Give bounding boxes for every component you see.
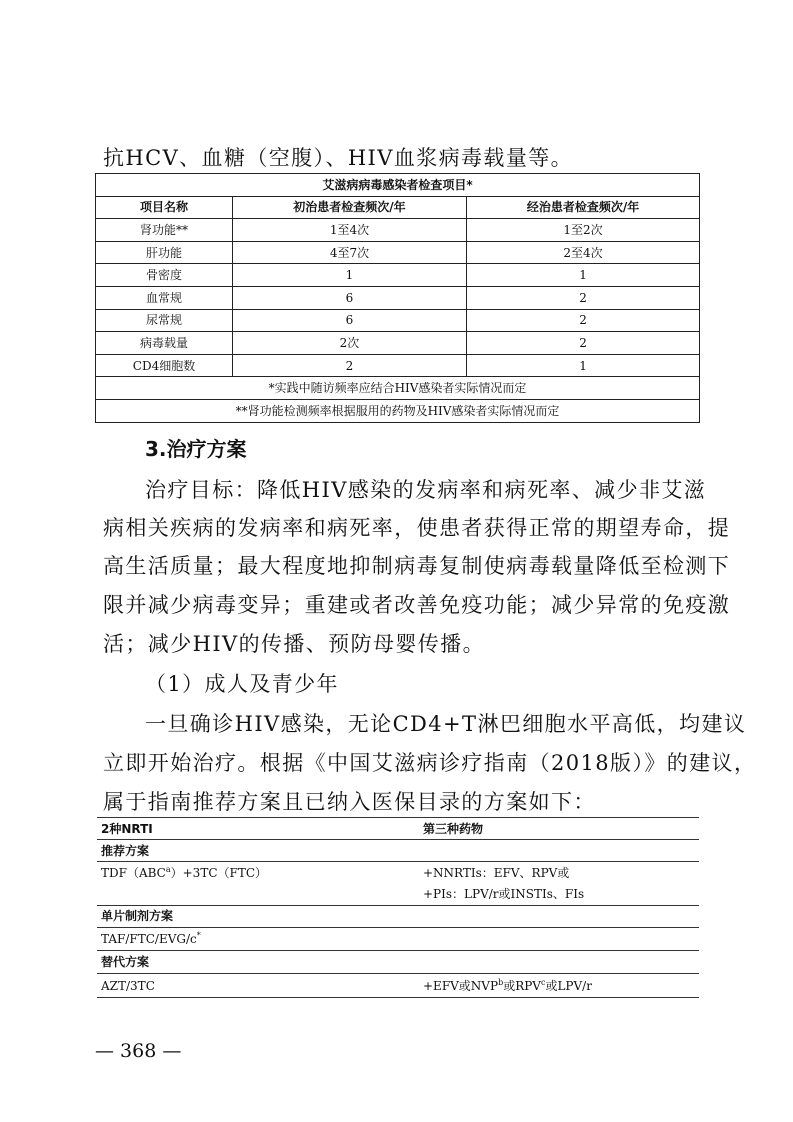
subheading: （1）成人及青少年 [145,672,339,696]
table-rule [97,997,699,998]
table-caption: 艾滋病病毒感染者检查项目* [96,174,700,197]
section-heading: 3.治疗方案 [145,437,247,461]
table-cell: 肾功能** [96,219,233,242]
table-cell: 2 [467,309,700,332]
group-label-single-tablet: 单片制剂方案 [101,909,174,923]
table-cell: +PIs：LPV/r或INSTIs、FIs [423,887,585,901]
paragraph-line: 一旦确诊HIV感染，无论CD4+T淋巴细胞水平高低，均建议 [145,712,747,736]
table-footnote: *实践中随访频率应结合HIV感染者实际情况而定 [96,377,700,400]
paragraph-line: 病相关疾病的发病率和病死率，使患者获得正常的期望寿命，提 [103,516,731,540]
column-header: 经治患者检查频次/年 [467,196,700,219]
paragraph-line: 立即开始治疗。根据《中国艾滋病诊疗指南（2018版）》的建议， [103,751,757,775]
table-row [96,309,700,332]
table-row [96,354,700,377]
table-cell: CD4细胞数 [96,354,233,377]
table-row [96,264,700,287]
table-rule [97,905,699,906]
group-label-recommended: 推荐方案 [101,844,150,858]
table-cell: 4至7次 [233,241,467,264]
paragraph-line: 属于指南推荐方案且已纳入医保目录的方案如下： [103,790,596,814]
table-cell: 1至2次 [467,219,700,242]
page-number: — 368 — [95,1040,182,1062]
table-row [96,219,700,242]
table-cell: 血常规 [96,286,233,309]
table-cell: +NNRTIs：EFV、RPV或 [423,866,570,880]
table-row [96,241,700,264]
table-cell: 2至4次 [467,241,700,264]
column-header: 第三种药物 [423,822,484,836]
table-rule [97,927,699,928]
table-cell: 2 [233,354,467,377]
table-cell: 肝功能 [96,241,233,264]
table-row [96,286,700,309]
table-cell: 1 [467,264,700,287]
table-cell: 6 [233,286,467,309]
table-cell: AZT/3TC [101,979,155,993]
paragraph-line: 限并减少病毒变异；重建或者改善免疫功能；减少异常的免疫激 [103,593,731,617]
column-header: 初治患者检查频次/年 [233,196,467,219]
column-header: 项目名称 [96,196,233,219]
table-rule [97,950,699,951]
table-cell: 1至4次 [233,219,467,242]
exam-items-table [95,173,700,423]
paragraph-line: 高生活质量；最大程度地抑制病毒复制使病毒载量降低至检测下 [103,554,731,578]
table-cell: +EFV或NVP$^b$或RPV$^c$或LPV/r [423,978,592,993]
paragraph-line: 活；减少HIV的传播、预防母婴传播。 [103,632,485,656]
table-header-row [96,196,700,219]
table-rule [97,839,699,840]
table-cell: TAF/FTC/EVG/c* [101,931,201,946]
table-cell: 骨密度 [96,264,233,287]
table-cell: 病毒载量 [96,332,233,355]
table-rule [97,861,699,862]
table-cell: 1 [467,354,700,377]
column-header: 2种NRTI [101,822,153,836]
intro-line: 抗HCV、血糖（空腹）、HIV血浆病毒载量等。 [103,146,574,170]
table-row [96,332,700,355]
table-cell: 2 [467,286,700,309]
table-cell: 尿常规 [96,309,233,332]
paragraph-line: 治疗目标：降低HIV感染的发病率和病死率、减少非艾滋 [145,478,707,502]
table-cell: 2次 [233,332,467,355]
table-cell: 2 [467,332,700,355]
table-footnote: **肾功能检测频率根据服用的药物及HIV感染者实际情况而定 [96,399,700,422]
group-label-alternative: 替代方案 [101,955,150,969]
table-rule [97,973,699,974]
table-cell: $TDF(ABC^a)+3TC(FTC)$ [101,865,268,880]
table-cell: 1 [233,264,467,287]
table-cell: 6 [233,309,467,332]
table-rule [97,817,699,818]
